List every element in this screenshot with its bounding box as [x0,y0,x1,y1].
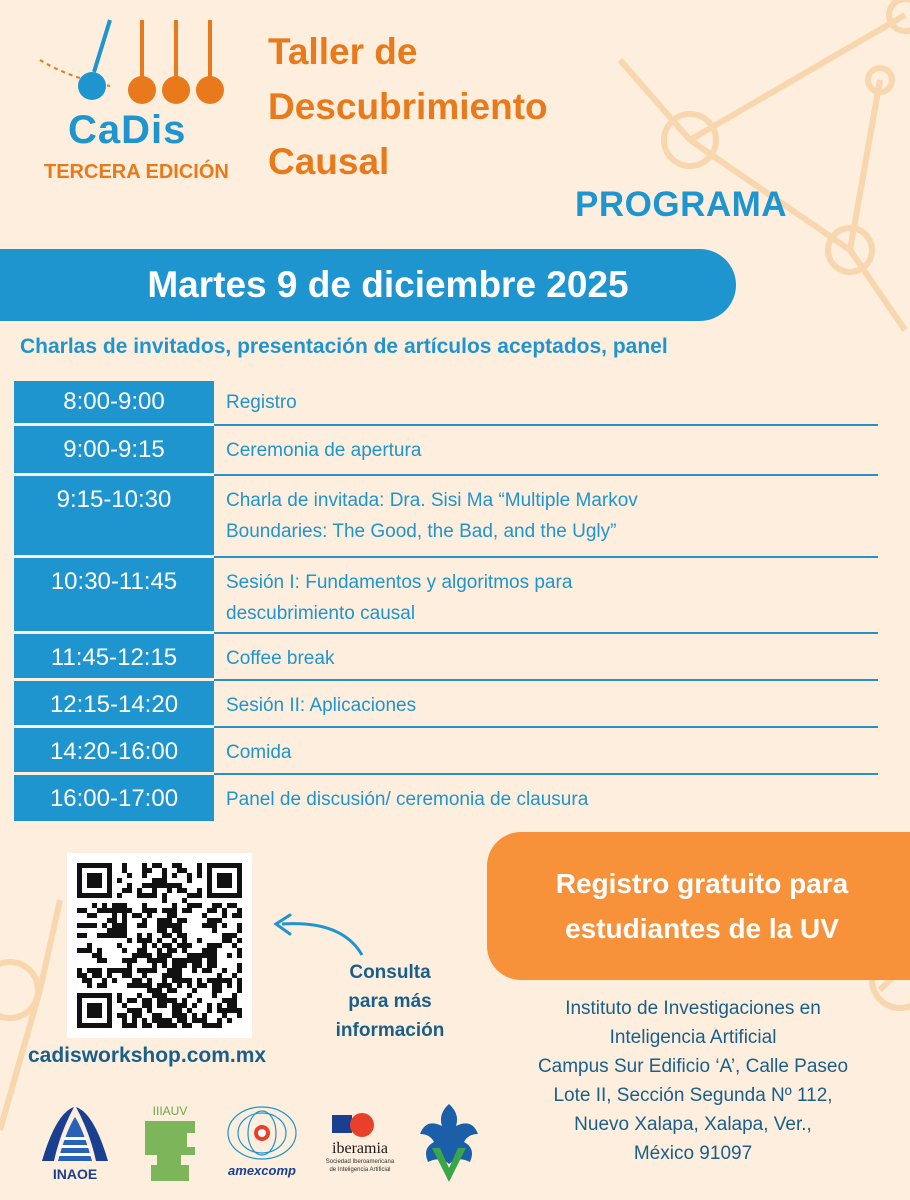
schedule-time: 10:30-11:45 [50,568,178,595]
registro-line-1: Registro gratuito para [555,868,849,899]
uv-logo [416,1100,482,1186]
date-banner: Martes 9 de diciembre 2025 [0,249,736,321]
address-line: Inteligencia Artificial [609,1027,777,1048]
schedule-time: 8:00-9:00 [63,388,165,415]
schedule-time: 9:00-9:15 [63,436,165,463]
schedule-row [14,475,878,557]
consulta-line-1: Consulta [349,962,431,983]
consulta-line-2: para más [348,991,432,1012]
website-link[interactable]: cadisworkshop.com.mx [28,1044,267,1067]
schedule-row [14,680,878,727]
registro-line-2: estudiantes de la UV [565,913,839,944]
schedule-row [14,425,878,475]
logo-cadis-text: CaDis [68,108,187,152]
schedule-time: 11:45-12:15 [50,644,178,671]
schedule-description-line: Sesión II: Aplicaciones [226,695,417,716]
address-line: Nuevo Xalapa, Xalapa, Ver., [574,1114,812,1135]
iberamia-sub1: Sociedad Iberoamericana [325,1159,395,1165]
schedule-description-line: Sesión I: Fundamentos y algoritmos para [226,572,573,593]
schedule-row [14,381,878,425]
schedule-description [226,567,866,629]
schedule-description-line: Coffee break [226,648,335,669]
schedule-description-line: Registro [226,392,297,413]
amexcomp-label: amexcomp [228,1163,296,1178]
logo-edition-text [44,161,229,184]
iiiauv-logo [137,1103,203,1183]
title-line-2: Descubrimiento [268,86,548,127]
schedule-description-line: Comida [226,742,292,763]
schedule-time: 16:00-17:00 [49,785,179,812]
schedule-row [14,774,878,821]
schedule-description [226,435,866,466]
curved-arrow-icon [262,910,372,960]
logo-edition-left: TERCERA [44,161,140,183]
schedule-row [14,633,878,680]
schedule-table [14,381,878,821]
logo-edition-right: EDICIÓN [145,161,229,183]
schedule-description [226,387,866,418]
address-line: Campus Sur Edificio ‘A’, Calle Paseo [537,1056,849,1077]
iberamia-sub2: de Inteligencia Artificial [329,1167,391,1173]
schedule-row [14,557,878,633]
schedule-description [226,690,866,721]
program-subtitle: Charlas de invitados, presentación de artículos aceptados, panel [20,335,668,358]
title-line-3: Causal [268,141,390,182]
inaoe-label: INAOE [52,1166,98,1182]
schedule-time: 14:20-16:00 [49,738,179,765]
consulta-text [325,958,455,1045]
iberamia-label: iberamia [332,1140,388,1157]
iiiauv-label: IIIAUV [152,1104,188,1118]
programa-heading: PROGRAMA [575,185,788,224]
title-line-1: Taller de [268,31,418,72]
schedule-description-line: Ceremonia de apertura [226,440,422,461]
address-line: Lote II, Sección Segunda Nº 112, [553,1085,833,1106]
schedule-description-line: Boundaries: The Good, the Bad, and the Ugly” [226,521,617,542]
schedule-description [226,784,866,815]
registro-banner [487,832,910,980]
inaoe-logo [36,1103,114,1183]
schedule-description-line: Panel de discusión/ ceremonia de clausura [226,789,589,810]
schedule-time: 12:15-14:20 [49,691,179,718]
schedule-description-line: Charla de invitada: Dra. Sisi Ma “Multiple Markov [226,490,638,511]
schedule-row [14,727,878,774]
schedule-description [226,643,866,674]
schedule-description [226,737,866,768]
qr-code[interactable] [77,863,242,1028]
address-line: Instituto de Investigaciones en [565,998,821,1019]
amexcomp-logo [222,1103,302,1183]
schedule-time: 9:15-10:30 [56,486,172,513]
address-block [498,994,888,1168]
workshop-title [268,24,668,189]
iberamia-logo [314,1111,406,1177]
qr-code-box[interactable] [67,853,252,1038]
consulta-line-3: información [335,1020,445,1041]
schedule-description [226,485,866,547]
address-line: México 91097 [633,1143,753,1164]
schedule-description-line: descubrimiento causal [226,603,416,624]
